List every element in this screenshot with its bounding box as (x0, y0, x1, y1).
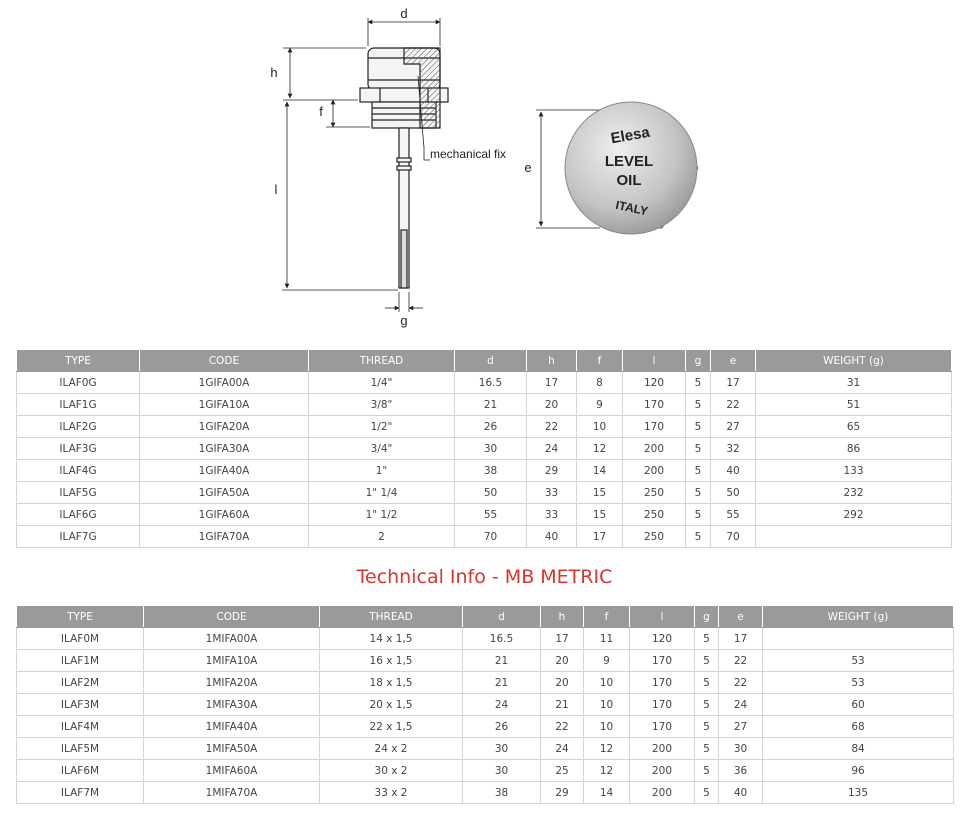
table-cell: 1" (309, 460, 455, 482)
cap-brand-text: Elesa (609, 123, 651, 148)
table-cell: 5 (695, 672, 719, 694)
table-cell: 170 (630, 716, 695, 738)
table-row (17, 504, 952, 526)
column-header: e (719, 606, 763, 628)
dim-label-d: d (400, 6, 408, 21)
table-cell: ILAF5G (17, 482, 140, 504)
column-header: CODE (144, 606, 320, 628)
table-cell: 3/4" (309, 438, 455, 460)
table-cell: 1MIFA50A (144, 738, 320, 760)
table-cell: 26 (463, 716, 541, 738)
table-cell: 200 (630, 782, 695, 804)
table-cell: 5 (695, 650, 719, 672)
dim-label-f: f (319, 104, 323, 119)
table-cell: 200 (623, 438, 686, 460)
column-header: f (584, 606, 630, 628)
cap-oil-text: OIL (616, 172, 642, 189)
table-cell: 232 (756, 482, 952, 504)
table-cell: 22 (527, 416, 577, 438)
table-cell: 1MIFA40A (144, 716, 320, 738)
table-cell: 5 (695, 738, 719, 760)
column-header: d (463, 606, 541, 628)
table-cell: ILAF1G (17, 394, 140, 416)
column-header: h (527, 350, 577, 372)
table-cell: ILAF6M (17, 760, 144, 782)
table-cell: 65 (756, 416, 952, 438)
table-cell: 2 (309, 526, 455, 548)
table-cell: 30 x 2 (320, 760, 463, 782)
table-cell: 1GIFA20A (140, 416, 309, 438)
table-cell: 60 (763, 694, 954, 716)
dim-label-l: l (274, 182, 278, 197)
dimension-lines (282, 18, 600, 312)
cap-top-view (565, 102, 698, 234)
table-cell: 1MIFA00A (144, 628, 320, 650)
table-row (17, 416, 952, 438)
column-header: WEIGHT (g) (763, 606, 954, 628)
table-cell: 84 (763, 738, 954, 760)
table-cell: 5 (686, 526, 711, 548)
table-cell: 14 (584, 782, 630, 804)
column-header: h (541, 606, 584, 628)
table-cell: 1/4" (309, 372, 455, 394)
table-cell: 40 (719, 782, 763, 804)
column-header: g (695, 606, 719, 628)
table-cell (756, 526, 952, 548)
table-cell: 5 (686, 372, 711, 394)
table-cell: 53 (763, 650, 954, 672)
column-header: TYPE (17, 606, 144, 628)
table-cell: ILAF1M (17, 650, 144, 672)
table-cell: 1/2" (309, 416, 455, 438)
column-header: d (455, 350, 527, 372)
table-cell: 40 (711, 460, 756, 482)
table-cell: 9 (584, 650, 630, 672)
cap-origin-text: ITALY (614, 197, 650, 219)
table-cell: 16 x 1,5 (320, 650, 463, 672)
dim-label-h: h (270, 65, 278, 80)
column-header: WEIGHT (g) (756, 350, 952, 372)
table-cell: ILAF4M (17, 716, 144, 738)
table-cell: 21 (455, 394, 527, 416)
table-cell: 17 (541, 628, 584, 650)
table-cell: 26 (455, 416, 527, 438)
column-header: e (711, 350, 756, 372)
table-cell: ILAF5M (17, 738, 144, 760)
table-cell: 5 (686, 416, 711, 438)
table-cell: 30 (463, 738, 541, 760)
table-cell: 70 (711, 526, 756, 548)
dim-label-e: e (524, 160, 532, 175)
table-cell: 27 (711, 416, 756, 438)
table-cell: 96 (763, 760, 954, 782)
table-cell: 12 (584, 760, 630, 782)
table-cell: 1MIFA60A (144, 760, 320, 782)
table-cell: 14 (577, 460, 623, 482)
table-cell: ILAF3G (17, 438, 140, 460)
table-cell: ILAF2M (17, 672, 144, 694)
table-cell: 1GIFA70A (140, 526, 309, 548)
table-cell: 1" 1/2 (309, 504, 455, 526)
table-row (17, 628, 954, 650)
table-cell: 33 (527, 504, 577, 526)
table-header-row (17, 350, 952, 372)
table-cell: 170 (630, 672, 695, 694)
column-header: CODE (140, 350, 309, 372)
table-cell: 22 (719, 650, 763, 672)
table-cell: 31 (756, 372, 952, 394)
table-cell: 38 (463, 782, 541, 804)
table-cell: 15 (577, 482, 623, 504)
table-cell: 170 (630, 650, 695, 672)
table-cell (763, 628, 954, 650)
table-cell: 55 (455, 504, 527, 526)
column-header: l (623, 350, 686, 372)
table-cell: 21 (463, 650, 541, 672)
table-cell: 5 (686, 460, 711, 482)
table-cell: 120 (630, 628, 695, 650)
table-cell: 50 (455, 482, 527, 504)
dipstick-side-view (360, 48, 448, 288)
table-cell: 170 (630, 694, 695, 716)
table-header-row (17, 606, 954, 628)
table-cell: 21 (463, 672, 541, 694)
table-cell: ILAF2G (17, 416, 140, 438)
table-cell: 200 (630, 738, 695, 760)
table-cell: 38 (455, 460, 527, 482)
dim-label-g: g (400, 313, 408, 328)
table-cell: 11 (584, 628, 630, 650)
table-cell: 1GIFA10A (140, 394, 309, 416)
table-cell: 1GIFA40A (140, 460, 309, 482)
table-cell: 1GIFA00A (140, 372, 309, 394)
table-cell: 20 x 1,5 (320, 694, 463, 716)
mechanical-fix-callout: mechanical fix (430, 147, 507, 161)
table-cell: 36 (719, 760, 763, 782)
table-cell: 50 (711, 482, 756, 504)
table-cell: 170 (623, 416, 686, 438)
table-cell: 5 (686, 438, 711, 460)
table-cell: 22 (719, 672, 763, 694)
table-row (17, 460, 952, 482)
table-row (17, 782, 954, 804)
table-cell: 20 (541, 650, 584, 672)
table-row (17, 760, 954, 782)
table-cell: 133 (756, 460, 952, 482)
technical-drawing (0, 0, 969, 335)
table-cell: 1MIFA30A (144, 694, 320, 716)
table-cell: 292 (756, 504, 952, 526)
column-header: l (630, 606, 695, 628)
table-cell: 250 (623, 482, 686, 504)
column-header: f (577, 350, 623, 372)
table-cell: 29 (527, 460, 577, 482)
table-cell: 170 (623, 394, 686, 416)
table-cell: 200 (630, 760, 695, 782)
table-cell: 21 (541, 694, 584, 716)
table-cell: 1GIFA50A (140, 482, 309, 504)
table-cell: 22 x 1,5 (320, 716, 463, 738)
table-cell: 30 (455, 438, 527, 460)
table-cell: 25 (541, 760, 584, 782)
table-cell: 1MIFA70A (144, 782, 320, 804)
table-cell: 12 (584, 738, 630, 760)
table-cell: 3/8" (309, 394, 455, 416)
table-cell: 32 (711, 438, 756, 460)
table-row (17, 694, 954, 716)
table-cell: 8 (577, 372, 623, 394)
table-cell: 16.5 (455, 372, 527, 394)
table-cell: 10 (584, 694, 630, 716)
table-cell: 29 (541, 782, 584, 804)
table-row (17, 650, 954, 672)
spec-table-gas (16, 349, 952, 548)
column-header: THREAD (309, 350, 455, 372)
table-row (17, 738, 954, 760)
table-cell: 40 (527, 526, 577, 548)
table-cell: 12 (577, 438, 623, 460)
table-row (17, 526, 952, 548)
table-cell: 17 (719, 628, 763, 650)
table-cell: 53 (763, 672, 954, 694)
table-cell: 16.5 (463, 628, 541, 650)
table-cell: 51 (756, 394, 952, 416)
table-cell: 18 x 1,5 (320, 672, 463, 694)
table-cell: 1GIFA60A (140, 504, 309, 526)
table-cell: 17 (711, 372, 756, 394)
table-row (17, 482, 952, 504)
table-row (17, 672, 954, 694)
table-cell: 33 (527, 482, 577, 504)
table-cell: ILAF6G (17, 504, 140, 526)
table-cell: ILAF0M (17, 628, 144, 650)
table-cell: 1" 1/4 (309, 482, 455, 504)
table-cell: 20 (541, 672, 584, 694)
table-cell: 22 (711, 394, 756, 416)
table-cell: 120 (623, 372, 686, 394)
table-cell: 68 (763, 716, 954, 738)
table-cell: 5 (695, 716, 719, 738)
table-cell: ILAF7G (17, 526, 140, 548)
table-cell: 24 (527, 438, 577, 460)
table-cell: 135 (763, 782, 954, 804)
table-cell: 250 (623, 526, 686, 548)
column-header: THREAD (320, 606, 463, 628)
table-cell: 5 (695, 760, 719, 782)
table-cell: 5 (686, 504, 711, 526)
table-cell: 15 (577, 504, 623, 526)
table-cell: 30 (719, 738, 763, 760)
table-row (17, 372, 952, 394)
table-cell: 17 (527, 372, 577, 394)
table-cell: 24 (463, 694, 541, 716)
section-title: Technical Info - MB METRIC (356, 566, 613, 588)
table-cell: 9 (577, 394, 623, 416)
table-cell: 30 (463, 760, 541, 782)
cap-level-text: LEVEL (604, 153, 654, 170)
table-cell: ILAF3M (17, 694, 144, 716)
table-cell: ILAF4G (17, 460, 140, 482)
table-cell: 10 (577, 416, 623, 438)
table-cell: 22 (541, 716, 584, 738)
table-cell: 1MIFA20A (144, 672, 320, 694)
table-row (17, 394, 952, 416)
table-cell: 27 (719, 716, 763, 738)
table-cell: 5 (686, 482, 711, 504)
column-header: g (686, 350, 711, 372)
table-cell: 33 x 2 (320, 782, 463, 804)
table-cell: 86 (756, 438, 952, 460)
spec-table-metric (16, 605, 954, 804)
table-cell: 1MIFA10A (144, 650, 320, 672)
table-row (17, 438, 952, 460)
table-cell: 17 (577, 526, 623, 548)
table-cell: 10 (584, 716, 630, 738)
table-cell: 250 (623, 504, 686, 526)
table-row (17, 716, 954, 738)
column-header: TYPE (17, 350, 140, 372)
table-cell: 10 (584, 672, 630, 694)
table-cell: 20 (527, 394, 577, 416)
table-cell: ILAF0G (17, 372, 140, 394)
table-cell: 70 (455, 526, 527, 548)
table-cell: 24 (719, 694, 763, 716)
table-cell: 24 x 2 (320, 738, 463, 760)
table-cell: 24 (541, 738, 584, 760)
table-cell: 1GIFA30A (140, 438, 309, 460)
table-cell: 55 (711, 504, 756, 526)
table-cell: ILAF7M (17, 782, 144, 804)
table-cell: 5 (695, 694, 719, 716)
table-cell: 5 (686, 394, 711, 416)
table-cell: 200 (623, 460, 686, 482)
table-cell: 5 (695, 782, 719, 804)
table-cell: 5 (695, 628, 719, 650)
table-cell: 14 x 1,5 (320, 628, 463, 650)
